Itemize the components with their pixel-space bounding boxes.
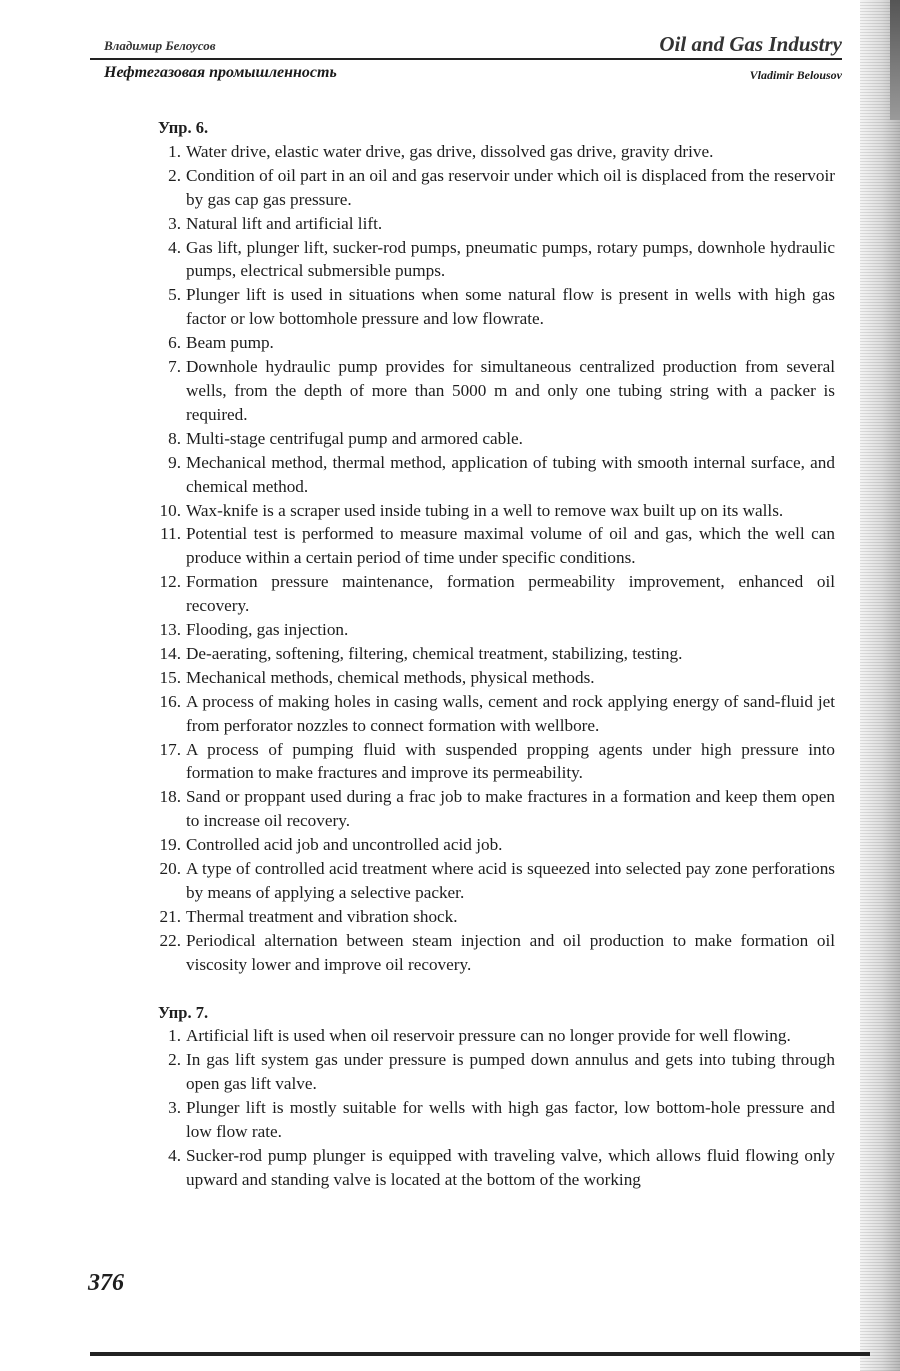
list-item: [158, 427, 835, 451]
header-author-en: Vladimir Belousov: [749, 68, 842, 82]
answer-list: [158, 1024, 835, 1191]
item-text: Controlled acid job and uncontrolled acid job.: [186, 835, 503, 855]
item-text: Sand or proppant used during a frac job to make fractures in a formation and keep them open to increase oil recovery.: [186, 787, 835, 831]
item-text: Artificial lift is used when oil reservoir pressure can no longer provide for well flowing.: [186, 1026, 791, 1046]
list-item: [158, 1048, 835, 1096]
list-item: [158, 1096, 835, 1144]
item-text: Periodical alternation between steam injection and oil production to make formation oil viscosity lower and improve oil recovery.: [186, 930, 835, 974]
list-item: [158, 331, 835, 355]
item-text: Condition of oil part in an oil and gas reservoir under which oil is displaced from the reservoir by gas cap gas pressure.: [186, 165, 835, 209]
item-number: 3.: [168, 1098, 181, 1118]
item-number: 12.: [159, 572, 181, 592]
item-text: Beam pump.: [186, 333, 274, 353]
item-number: 5.: [168, 285, 181, 305]
item-number: 20.: [159, 859, 181, 879]
list-item: [158, 140, 835, 164]
list-item: [158, 738, 835, 786]
item-number: 15.: [159, 667, 181, 687]
scan-edge-shadow: [860, 0, 900, 1371]
page-content: [158, 116, 835, 1192]
list-item: [158, 164, 835, 212]
list-item: [158, 236, 835, 284]
list-item: [158, 666, 835, 690]
item-text: Plunger lift is used in situations when some natural flow is present in wells with high gas factor or low bottomhole pressure and low flowrate.: [186, 285, 835, 329]
item-number: 1.: [168, 141, 181, 161]
item-text: Gas lift, plunger lift, sucker-rod pumps, pneumatic pumps, rotary pumps, downhole hydraulic pumps, electrical submersible pumps.: [186, 237, 835, 281]
item-number: 8.: [168, 428, 181, 448]
item-number: 1.: [168, 1026, 181, 1046]
list-item: [158, 618, 835, 642]
item-text: A type of controlled acid treatment where acid is squeezed into selected pay zone perforations by means of applying a selective packer.: [186, 859, 835, 902]
page-number: 376: [88, 1270, 124, 1296]
item-number: 14.: [159, 643, 181, 663]
item-text: Sucker-rod pump plunger is equipped with traveling valve, which allows fluid flowing only upward and standing valve is located at the bottom of the working: [186, 1145, 835, 1189]
list-item: [158, 1144, 835, 1192]
list-item: [158, 785, 835, 833]
bottom-rule: [90, 1352, 870, 1356]
item-text: Natural lift and artificial lift.: [186, 213, 383, 233]
item-text: Flooding, gas injection.: [186, 620, 349, 640]
item-text: Plunger lift is mostly suitable for wells with high gas factor, low bottom-hole pressure and low flow rate.: [186, 1098, 835, 1142]
section-exercise-6: [158, 116, 835, 977]
item-number: 2.: [168, 165, 181, 185]
item-number: 6.: [168, 333, 181, 353]
item-text: Multi-stage centrifugal pump and armored cable.: [186, 428, 523, 448]
item-text: Thermal treatment and vibration shock.: [186, 906, 458, 926]
item-text: A process of pumping fluid with suspended propping agents under high pressure into formation to make fractures and improve its permeability.: [186, 739, 835, 783]
section-gap: [158, 977, 835, 1001]
list-item: [158, 283, 835, 331]
item-text: Water drive, elastic water drive, gas drive, dissolved gas drive, gravity drive.: [186, 141, 714, 161]
item-number: 4.: [168, 1145, 181, 1165]
list-item: [158, 905, 835, 929]
section-title: Упр. 6.: [158, 118, 209, 137]
item-text: In gas lift system gas under pressure is pumped down annulus and gets into tubing through open gas lift valve.: [186, 1050, 835, 1094]
item-number: 11.: [160, 524, 181, 544]
list-item: [158, 499, 835, 523]
item-number: 21.: [159, 906, 181, 926]
list-item: [158, 857, 835, 905]
header-rule: [90, 58, 842, 60]
list-item: [158, 690, 835, 738]
item-number: 16.: [159, 691, 181, 711]
section-title: Упр. 7.: [158, 1002, 209, 1022]
item-number: 4.: [168, 237, 181, 257]
header-title-ru: Нефтегазовая промышленность: [104, 64, 337, 81]
item-number: 2.: [168, 1050, 181, 1070]
section-exercise-7: [158, 1001, 835, 1192]
list-item: [158, 642, 835, 666]
scan-edge-dark: [890, 0, 900, 120]
list-item: [158, 570, 835, 618]
item-number: 17.: [159, 739, 181, 759]
list-item: [158, 929, 835, 977]
item-number: 19.: [159, 835, 181, 855]
item-text: Potential test is performed to measure maximal volume of oil and gas, which the well can produce within a certain period of time under specific conditions.: [186, 524, 835, 568]
list-item: [158, 1024, 835, 1048]
item-text: De-aerating, softening, filtering, chemical treatment, stabilizing, testing.: [186, 643, 683, 663]
header-title-en: Oil and Gas Industry: [659, 32, 842, 56]
item-text: A process of making holes in casing walls, cement and rock applying energy of sand-fluid jet from perforator nozzles to connect formation with wellbore.: [186, 691, 835, 735]
item-text: Downhole hydraulic pump provides for simultaneous centralized production from several wells, from the depth of more than 5000 m and only one tubing string with a packer is required.: [186, 357, 835, 424]
list-item: [158, 522, 835, 570]
header-author-ru: Владимир Белоусов: [104, 38, 216, 53]
item-number: 9.: [168, 452, 181, 472]
item-text: Mechanical method, thermal method, application of tubing with smooth internal surface, and chemical method.: [186, 452, 835, 496]
list-item: [158, 355, 835, 427]
item-number: 7.: [168, 357, 181, 377]
answer-list: [158, 140, 835, 977]
item-number: 13.: [159, 620, 181, 640]
item-text: Formation pressure maintenance, formation permeability improvement, enhanced oil recovery.: [186, 572, 835, 616]
item-number: 18.: [159, 787, 181, 807]
list-item: [158, 833, 835, 857]
item-text: Wax-knife is a scraper used inside tubing in a well to remove wax built up on its walls.: [186, 500, 784, 520]
item-number: 10.: [159, 500, 181, 520]
item-text: Mechanical methods, chemical methods, physical methods.: [186, 667, 595, 687]
list-item: [158, 212, 835, 236]
item-number: 22.: [159, 930, 181, 950]
list-item: [158, 451, 835, 499]
item-number: 3.: [168, 213, 181, 233]
